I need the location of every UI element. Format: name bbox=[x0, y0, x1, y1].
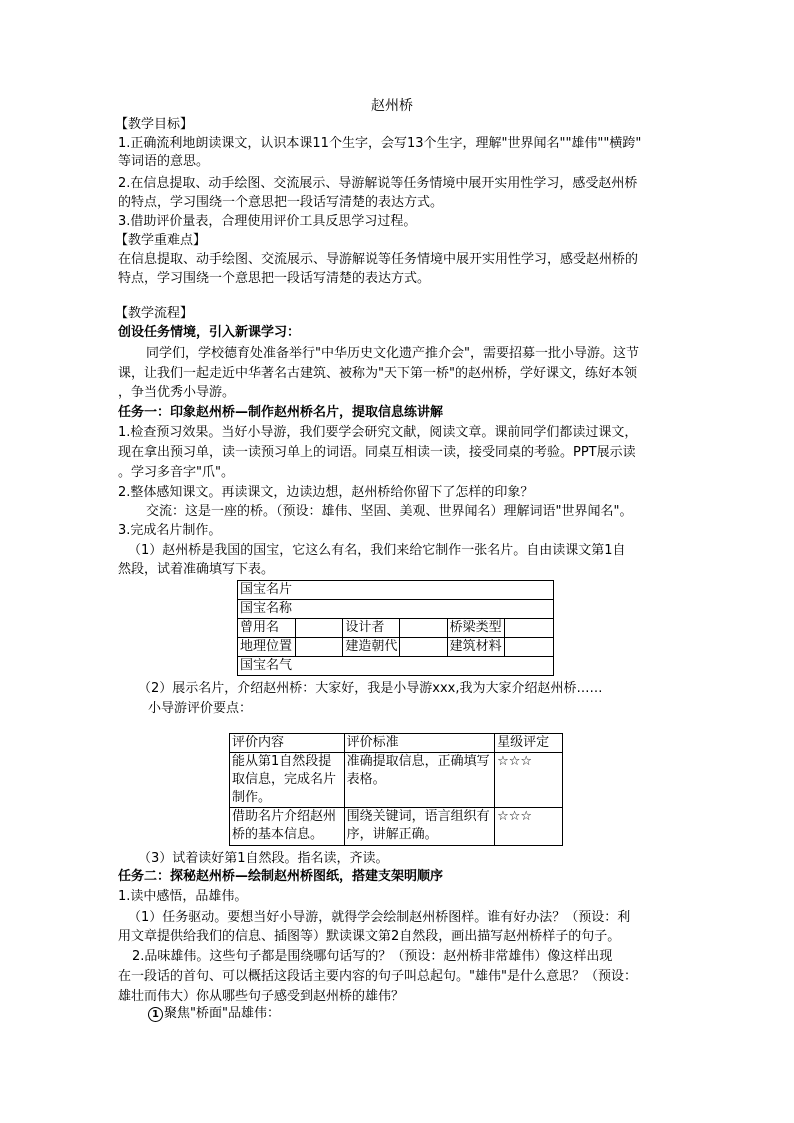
card-table-cell bbox=[295, 638, 342, 657]
task1-line: 1.检查预习效果。当好小导游，我们要学会研究文献，阅读文章。课前同学们都读过课文， bbox=[118, 425, 638, 440]
key-heading: 【教学重难点】 bbox=[115, 233, 207, 248]
card-table-cell: 建造朝代 bbox=[343, 638, 400, 657]
eval-cell: 借助名片介绍赵州桥的基本信息。 bbox=[230, 808, 345, 846]
eval-header-cell: 星级评定 bbox=[495, 734, 563, 753]
intro-line: ，争当优秀小导游。 bbox=[118, 385, 236, 400]
key-line: 在信息提取、动手绘图、交流展示、导游解说等任务情境中展开实用性学习，感受赵州桥的 bbox=[118, 252, 639, 267]
task2-line: 1.读中感悟，品雄伟。 bbox=[118, 889, 248, 904]
focus-text: 聚焦"桥面"品雄伟： bbox=[164, 1006, 280, 1021]
task1-heading: 任务一：印象赵州桥—制作赵州桥名片，提取信息练讲解 bbox=[118, 405, 444, 420]
eval-table bbox=[229, 733, 563, 846]
task1-line: 2.整体感知课文。再读课文，边读边想，赵州桥给你留下了怎样的印象？ bbox=[118, 485, 534, 500]
task1-line: 然段，试着准确填写下表。 bbox=[118, 562, 275, 577]
task2-line: 2.品味雄伟。这些句子都是围绕哪句话写的？（预设：赵州桥非常雄伟）像这样出现 bbox=[132, 949, 613, 964]
focus-line bbox=[148, 1005, 280, 1023]
intro-line: 课，让我们一起走近中华著名古建筑、被称为"天下第一桥"的赵州桥，学好课文，练好本领 bbox=[118, 366, 637, 381]
card-table-cell bbox=[400, 619, 447, 638]
goal-line: 3.借助评价量表，合理使用评价工具反思学习过程。 bbox=[118, 214, 417, 229]
eval-cell: 围绕关键词，语言组织有序，讲解正确。 bbox=[344, 808, 494, 846]
card-table-cell: 设计者 bbox=[343, 619, 400, 638]
task2-heading: 任务二：探秘赵州桥—绘制赵州桥图纸，搭建支架明顺序 bbox=[118, 869, 444, 884]
card-table-cell: 地理位置 bbox=[238, 638, 296, 657]
show-line: （2）展示名片，介绍赵州桥：大家好，我是小导游xxx,我为大家介绍赵州桥…… bbox=[138, 681, 603, 696]
circled-number: 1 bbox=[148, 1007, 163, 1022]
eval-header-cell: 评价标准 bbox=[344, 734, 494, 753]
flow-heading: 【教学流程】 bbox=[115, 306, 194, 321]
card-table-cell bbox=[504, 638, 553, 657]
task1-line: 现在拿出预习单，读一读预习单上的词语。同桌互相读一读，接受同桌的考验。PPT展示读 bbox=[118, 445, 636, 460]
eval-heading: 小导游评价要点： bbox=[148, 701, 253, 716]
card-table-cell: 国宝名片 bbox=[238, 581, 554, 600]
key-line: 特点，学习围绕一个意思把一段话写清楚的表达方式。 bbox=[118, 271, 431, 286]
card-table-cell: 建筑材料 bbox=[447, 638, 504, 657]
card-table-cell: 曾用名 bbox=[238, 619, 296, 638]
card-table-cell: 桥梁类型 bbox=[447, 619, 504, 638]
intro-line: 同学们，学校德育处准备举行"中华历史文化遗产推介会"，需要招募一批小导游。这节 bbox=[146, 346, 639, 361]
eval-cell: ☆☆☆ bbox=[495, 808, 563, 846]
card-table-cell bbox=[504, 619, 553, 638]
intro-heading: 创设任务情境，引入新课学习： bbox=[118, 325, 301, 340]
task2-line: 雄壮而伟大）你从哪些句子感受到赵州桥的雄伟？ bbox=[118, 989, 405, 1004]
task1-line: 3.完成名片制作。 bbox=[118, 523, 222, 538]
task2-line: 在一段话的首句、可以概括这段话主要内容的句子叫总起句。"雄伟"是什么意思？（预设： bbox=[118, 969, 637, 984]
task2-line: 用文章提供给我们的信息、插图等）默读课文第2自然段，画出描写赵州桥样子的句子。 bbox=[118, 929, 621, 944]
eval-cell: ☆☆☆ bbox=[495, 753, 563, 808]
card-table-cell bbox=[400, 638, 447, 657]
goals-heading: 【教学目标】 bbox=[115, 117, 194, 132]
page-title: 赵州桥 bbox=[371, 98, 413, 114]
card-table-cell: 国宝名气 bbox=[238, 657, 554, 676]
eval-header-cell: 评价内容 bbox=[230, 734, 345, 753]
read-line: （3）试着读好第1自然段。指名读，齐读。 bbox=[138, 851, 389, 866]
goal-line: 的特点，学习围绕一个意思把一段话写清楚的表达方式。 bbox=[118, 195, 444, 210]
goal-line: 1.正确流利地朗读课文，认识本课11个生字，会写13个生字，理解"世界闻名""雄伟""横跨" bbox=[118, 136, 642, 151]
eval-cell: 能从第1自然段提取信息，完成名片制作。 bbox=[230, 753, 345, 808]
card-table bbox=[237, 580, 554, 676]
task1-line: 交流：这是一座的桥。（预设：雄伟、坚固、美观、世界闻名）理解词语"世界闻名"。 bbox=[146, 504, 633, 519]
goal-line: 等词语的意思。 bbox=[118, 154, 210, 169]
task1-line: （1）赵州桥是我国的国宝，它这么有名，我们来给它制作一张名片。自由读课文第1自 bbox=[128, 543, 626, 558]
eval-cell: 准确提取信息，正确填写表格。 bbox=[344, 753, 494, 808]
card-table-cell: 国宝名称 bbox=[238, 600, 554, 619]
task1-line: 。学习多音字"爪"。 bbox=[118, 465, 234, 480]
task2-line: （1）任务驱动。要想当好小导游，就得学会绘制赵州桥图样。谁有好办法？（预设：利 bbox=[128, 910, 631, 925]
card-table-cell bbox=[295, 619, 342, 638]
goal-line: 2.在信息提取、动手绘图、交流展示、导游解说等任务情境中展开实用性学习，感受赵州桥 bbox=[118, 176, 638, 191]
